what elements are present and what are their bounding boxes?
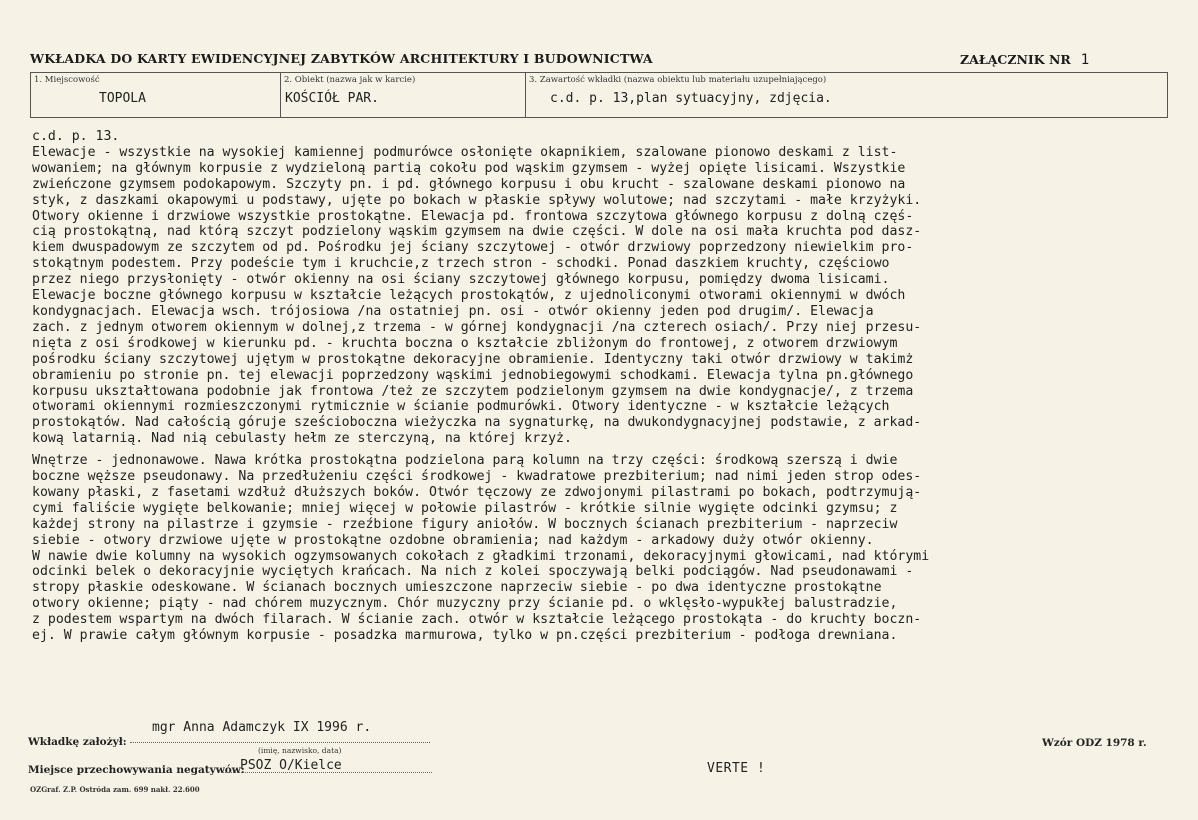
negatives-value: PSOZ O/Kielce <box>240 758 342 773</box>
text-line: stropy płaskie odeskowane. W ścianach bocznych umieszczone naprzeciw siebie - po dwa identyczne prostokątne <box>32 580 882 596</box>
annex-header <box>960 52 1089 68</box>
location-label: 1. Miejscowość <box>34 75 100 85</box>
text-line: kondygnacjach. Elewacja wsch. trójosiowa /na ostatniej pn. osi - otwór okienny jeden pod drugim/. Elewacja <box>32 303 874 319</box>
text-line: styk, z daszkami okapowymi u podstawy, ujęte po bokach w płaskie spływy wolutowe; nad szczytami - małe krzyżyki. <box>32 192 922 208</box>
text-line: siebie - otwory drzwiowe ujęte w prostokątne ozdobne obramienia; nad każdym - arkadowy duży otwór okienny. <box>32 532 874 548</box>
text-line: cią prostokątną, nad którą szczyt podzielony wąskim gzymsem na dwie części. W dole na osi mała kruchta pod dasz- <box>32 224 922 240</box>
text-line: wowaniem; na głównym korpusie z wydzieloną partią cokołu pod wąskim gzymsem - wyżej opięte lisicami. Wszystkie <box>32 160 906 176</box>
text-line: zwieńczone gzymsem podokapowym. Szczyty pn. i pd. głównego korpusu i obu krucht - szalowane deskami pionowo na <box>32 176 906 192</box>
object-value: KOŚCIÓŁ PAR. <box>285 91 379 106</box>
text-line: Elewacje boczne głównego korpusu w kształcie leżących prostokątów, z ujednoliconymi otworami okiennymi w dwóch <box>32 288 906 304</box>
annex-label: ZAŁĄCZNIK NR <box>960 52 1071 67</box>
verte-note: VERTE ! <box>707 761 766 776</box>
author-label: Wkładkę założył: <box>28 736 127 748</box>
form-title: WKŁADKA DO KARTY EWIDENCYJNEJ ZABYTKÓW ARCHITEKTURY I BUDOWNICTWA <box>30 51 653 66</box>
location-value: TOPOLA <box>99 91 146 106</box>
text-line: W nawie dwie kolumny na wysokich ogzymsowanych cokołach z gładkimi trzonami, dekoracyjnymi głowicami, nad którymi <box>32 548 930 564</box>
info-table <box>30 72 1168 118</box>
object-label: 2. Obiekt (nazwa jak w karcie) <box>284 75 416 85</box>
text-line: odcinki belek o dekoracyjnie wyciętych krańcach. Na nich z kolei spoczywają belki podciągów. Nad pseudonawami - <box>32 564 914 580</box>
location-cell <box>31 73 281 117</box>
text-line: obramieniu po stronie pn. tej elewacji poprzedzony wąskimi jednobiegowymi schodkami. Elewacja tylna pn.głównego <box>32 367 914 383</box>
interior-paragraph <box>32 453 1172 644</box>
printer-info: OZGraf. Z.P. Ostróda zam. 699 nakł. 22.600 <box>30 785 200 794</box>
text-line: prostokątów. Nad całością góruje sześcioboczna wieżyczka na sygnaturkę, na dwukondygnacyjnej podstawie, z arkad- <box>32 415 922 431</box>
text-line: ej. W prawie całym głównym korpusie - posadzka marmurowa, tylko w pn.części prezbiterium - podłoga drewniana. <box>32 628 898 644</box>
exterior-paragraph <box>32 129 1172 447</box>
text-line: z podestem wspartym na dwóch filarach. W ścianie zach. otwór w kształcie leżącego prostokąta - do kruchty boczn- <box>32 612 922 628</box>
text-line: Otwory okienne i drzwiowe wszystkie prostokątne. Elewacja pd. frontowa szczytowa głównego korpusu z dolną częś- <box>32 208 914 224</box>
description-text <box>32 129 1172 644</box>
author-line <box>130 742 430 743</box>
text-line: każdej strony na pilastrze i gzymsie - rzeźbione figury aniołów. W bocznych ścianach prezbiterium - naprzeciw <box>32 516 898 532</box>
template-reference: Wzór ODZ 1978 r. <box>1042 737 1147 749</box>
text-line: nięta z osi środkowej w kierunku pd. - kruchta boczna o kształcie zbliżonym do frontowej, z otworem drzwiowym <box>32 335 898 351</box>
text-line: Elewacje - wszystkie na wysokiej kamiennej podmurówce osłonięte okapnikiem, szalowane pionowo deskami z list- <box>32 144 898 160</box>
text-line: stokątnym podestem. Przy podeście tym i kruchcie,z trzech stron - schodki. Ponad daszkiem kruchty, częściowo <box>32 256 890 272</box>
author-hint: (imię, nazwisko, data) <box>258 746 342 755</box>
annex-number: 1 <box>1080 52 1090 68</box>
object-cell <box>281 73 526 117</box>
text-line: Wnętrze - jednonawowe. Nawa krótka prostokątna podzielona parą kolumn na trzy części: środkową szerszą i dwie <box>32 453 898 469</box>
text-line: korpusu ukształtowana podobnie jak frontowa /też ze szczytem podzielonym gzymsem na dwie kondygnacje/, z trzema <box>32 383 914 399</box>
text-line: otworami okiennymi rozmieszczonymi rytmicznie w ścianie podmurówki. Otwory identyczne - w kształcie leżących <box>32 399 890 415</box>
content-label: 3. Zawartość wkładki (nazwa obiektu lub materiału uzupełniającego) <box>529 75 827 85</box>
author-value: mgr Anna Adamczyk IX 1996 r. <box>152 720 372 735</box>
text-line: otwory okienne; piąty - nad chórem muzycznym. Chór muzyczny przy ścianie pd. o wklęsło-wypukłej balustradzie, <box>32 596 898 612</box>
content-cell <box>526 73 1167 117</box>
text-line: c.d. p. 13. <box>32 129 120 144</box>
text-line: pośrodku ściany szczytowej ujętym w prostokątne dekoracyjne obramienie. Identyczny taki otwór drzwiowy w takimż <box>32 351 914 367</box>
text-line: kiem dwuspadowym ze szczytem od pd. Pośrodku jej ściany szczytowej - otwór drzwiowy poprzedzony niewielkim pro- <box>32 240 914 256</box>
text-line: przez niego przysłonięty - otwór okienny na osi ściany szczytowej głównego korpusu, pomiędzy dwoma lisicami. <box>32 272 890 288</box>
negatives-label: Miejsce przechowywania negatywów: <box>28 764 245 776</box>
text-line: cymi faliście wygięte belkowanie; mniej więcej w połowie pilastrów - krótkie silnie wygięte odcinki gzymsu; z <box>32 500 898 516</box>
text-line: kową latarnią. Nad nią cebulasty hełm ze sterczyną, na której krzyż. <box>32 431 572 447</box>
content-value: c.d. p. 13,plan sytuacyjny, zdjęcia. <box>550 91 832 106</box>
text-line: zach. z jednym otworem okiennym w dolnej,z trzema - w górnej kondygnacji /na czterech osiach/. Przy niej przesu- <box>32 319 922 335</box>
text-line: boczne węższe pseudonawy. Na przedłużeniu części środkowej - kwadratowe prezbiterium; nad nimi jeden strop odes- <box>32 469 922 485</box>
text-line: kowany płaski, z fasetami wzdłuż dłuższych boków. Otwór tęczowy ze zdwojonymi pilastrami po bokach, podtrzymują- <box>32 484 922 500</box>
